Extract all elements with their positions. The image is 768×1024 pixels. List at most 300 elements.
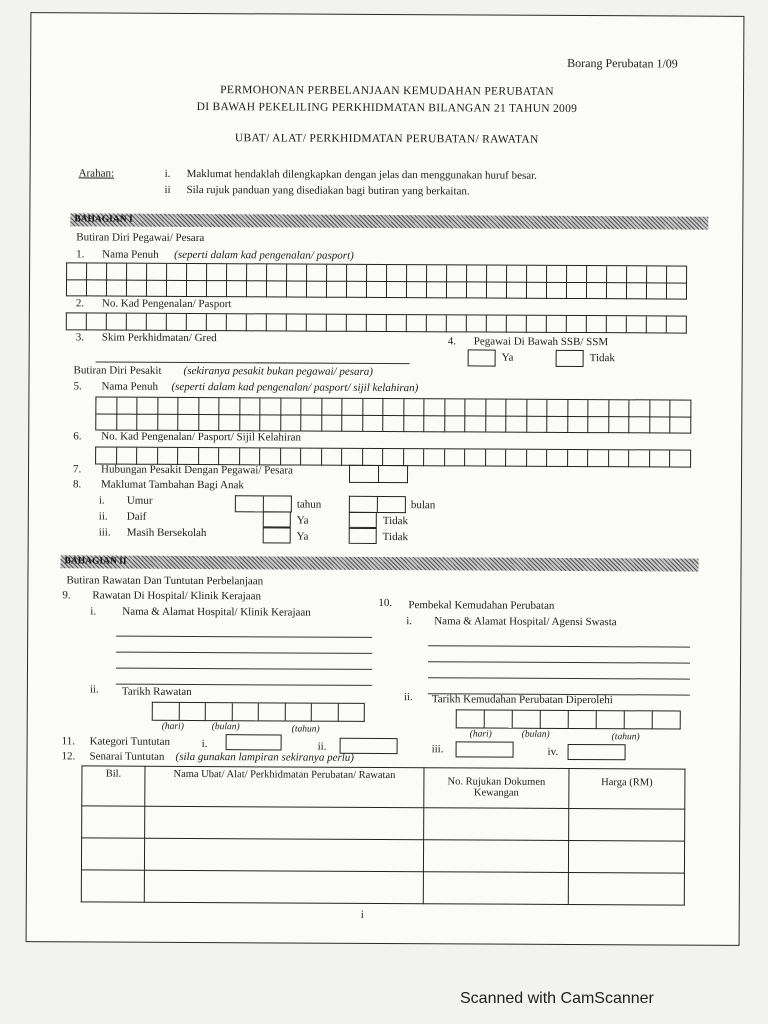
q12-number: 12. [61,750,76,763]
char-box[interactable] [568,450,589,467]
char-box[interactable] [378,497,406,513]
char-box[interactable] [307,315,327,332]
char-box[interactable] [527,266,547,283]
char-box[interactable] [647,316,667,333]
char-box[interactable] [567,282,587,299]
char-box[interactable] [206,703,233,721]
col-rujukan: No. Rujukan Dokumen Kewangan [424,768,569,809]
char-box[interactable] [427,315,447,332]
q7-relation-grid[interactable] [349,465,408,483]
char-box[interactable] [404,449,425,466]
char-box[interactable] [587,266,607,283]
q9-label: Rawatan Di Hospital/ Klinik Kerajaan [92,589,262,603]
cat-iii-label: iii. [431,743,444,756]
daif-tidak-label: Tidak [382,514,409,528]
char-box[interactable] [609,400,630,417]
table-row[interactable] [82,806,685,841]
char-box[interactable] [424,415,445,432]
char-box[interactable] [487,316,507,333]
char-box[interactable] [207,264,227,281]
char-box[interactable] [137,414,158,431]
char-box[interactable] [307,265,327,282]
char-box[interactable] [383,449,404,466]
char-box[interactable] [267,314,287,331]
q7-number: 7. [73,463,82,476]
char-box[interactable] [281,414,302,431]
table-row[interactable] [81,870,684,905]
claims-header-row [82,766,685,809]
char-box[interactable] [407,281,427,298]
char-box[interactable] [199,398,220,415]
q10-tahun: (tahun) [611,732,640,743]
char-box[interactable] [527,400,548,417]
q7-label: Hubungan Pesakit Dengan Pegawai/ Pesara [101,463,293,477]
char-box[interactable] [240,414,261,431]
char-box[interactable] [367,281,387,298]
char-box[interactable] [445,415,466,432]
daif-ya-checkbox[interactable] [263,511,291,527]
char-box[interactable] [107,280,127,297]
char-box[interactable] [301,399,322,416]
char-box[interactable] [338,704,365,722]
q12-hint: (sila gunakan lampiran sekiranya perlu) [175,750,355,764]
patient-heading: Butiran Diri Pesakit [73,364,162,377]
char-box[interactable] [322,449,343,466]
char-box[interactable] [629,400,650,417]
char-box[interactable] [107,314,127,331]
q10-date-grid[interactable] [456,709,681,729]
q8-i-number: i. [98,494,105,507]
q4-label: Pegawai Di Bawah SSB/ SSM [473,335,609,349]
char-box[interactable] [167,280,187,297]
char-box[interactable] [507,266,527,283]
q10-ii-label: Tarikh Kemudahan Perubatan Diperolehi [431,693,613,707]
sekolah-ya-label: Ya [296,530,309,543]
char-box[interactable] [227,280,247,297]
q9-address-line-3[interactable] [116,668,372,670]
char-box[interactable] [137,448,158,465]
char-box[interactable] [588,400,609,417]
char-box[interactable] [569,711,597,729]
q1-label: Nama Penuh [102,248,159,261]
q4-tidak-label: Tidak [589,352,615,365]
q2-number: 2. [75,297,85,310]
char-box[interactable] [219,398,240,415]
char-box[interactable] [527,282,547,299]
char-box[interactable] [445,399,466,416]
char-box[interactable] [506,450,527,467]
q10-address-line-3[interactable] [428,677,690,679]
umur-tahun-label: tahun [296,498,322,511]
form-title-line2: DI BAWAH PEKELILING PERKHIDMATAN BILANGAN 21 TAHUN 2009 [196,101,578,116]
q4-ya-checkbox[interactable] [468,349,496,366]
char-box[interactable] [670,400,691,417]
char-box[interactable] [342,449,363,466]
char-box[interactable] [363,399,384,416]
q6-label: No. Kad Pengenalan/ Pasport/ Sijil Kelahiran [101,430,302,444]
char-box[interactable] [486,400,507,417]
sekolah-ya-checkbox[interactable] [263,527,291,543]
char-box[interactable] [127,280,147,297]
char-box[interactable] [587,282,607,299]
q10-address-line-1[interactable] [428,645,690,647]
char-box[interactable] [117,398,138,415]
cat-iv-label: iv. [547,745,559,758]
char-box[interactable] [465,449,486,466]
char-box[interactable] [178,398,199,415]
char-box[interactable] [567,316,587,333]
char-box[interactable] [87,279,107,296]
umur-bulan-label: bulan [410,499,436,512]
q9-hari: (hari) [161,721,184,732]
q10-address-line-2[interactable] [428,661,690,663]
char-box[interactable] [219,448,240,465]
char-box[interactable] [327,281,347,298]
sekolah-tidak-checkbox[interactable] [349,528,377,544]
char-box[interactable] [650,400,671,417]
char-box[interactable] [650,450,671,467]
char-box[interactable] [387,315,407,332]
char-box[interactable] [307,281,327,298]
char-box[interactable] [96,413,117,430]
char-box[interactable] [107,264,127,281]
char-box[interactable] [387,281,407,298]
char-box[interactable] [259,703,286,721]
char-box[interactable] [232,703,259,721]
char-box[interactable] [424,399,445,416]
char-box[interactable] [260,448,281,465]
q5-number: 5. [73,380,82,393]
char-box[interactable] [465,415,486,432]
char-box[interactable] [117,448,138,465]
cat-i-box[interactable] [226,734,282,750]
char-box[interactable] [199,414,220,431]
char-box[interactable] [547,282,567,299]
char-box[interactable] [287,314,307,331]
char-box[interactable] [127,264,147,281]
char-box[interactable] [587,316,607,333]
char-box[interactable] [527,416,548,433]
char-box[interactable] [465,399,486,416]
char-box[interactable] [547,400,568,417]
char-box[interactable] [187,264,207,281]
q9-ii-label: Tarikh Rawatan [121,685,192,698]
char-box[interactable] [527,316,547,333]
char-box[interactable] [147,314,167,331]
q6-number: 6. [73,430,82,443]
char-box[interactable] [486,416,507,433]
q5-label: Nama Penuh [101,380,159,393]
char-box[interactable] [506,400,527,417]
q10-hari: (hari) [469,729,492,740]
char-box[interactable] [347,315,367,332]
char-box[interactable] [547,266,567,283]
q4-ya-label: Ya [501,351,514,364]
char-box[interactable] [424,449,445,466]
char-box[interactable] [547,416,568,433]
char-box[interactable] [158,398,179,415]
section2-banner: BAHAGIAN II [61,555,699,571]
arahan-ii-num: ii [164,183,171,196]
arahan-i-num: i. [164,167,171,180]
char-box[interactable] [527,450,548,467]
char-box[interactable] [607,266,627,283]
char-box[interactable] [247,280,267,297]
char-box[interactable] [467,265,487,282]
arahan-label: Arahan: [78,167,115,180]
char-box[interactable] [367,315,387,332]
char-box[interactable] [547,316,567,333]
q8-ii-number: ii. [98,510,108,523]
char-box[interactable] [670,416,691,433]
char-box[interactable] [247,264,267,281]
form-page [26,12,745,946]
char-box[interactable] [117,414,138,431]
char-box[interactable] [167,264,187,281]
char-box[interactable] [67,279,87,296]
char-box[interactable] [363,449,384,466]
char-box[interactable] [627,316,647,333]
char-box[interactable] [347,265,367,282]
table-row[interactable] [81,838,684,873]
char-box[interactable] [407,315,427,332]
char-box[interactable] [653,711,681,729]
char-box[interactable] [96,397,117,414]
char-box[interactable] [219,414,240,431]
q10-label: Pembekal Kemudahan Perubatan [408,599,555,612]
cat-i-label: i. [201,738,208,751]
char-box[interactable] [187,314,207,331]
char-box[interactable] [87,313,107,330]
q12-label: Senarai Tuntutan [89,750,165,763]
char-box[interactable] [506,416,527,433]
q9-address-line-1[interactable] [116,636,372,638]
char-box[interactable] [383,415,404,432]
q4-number: 4. [447,335,457,348]
char-box[interactable] [363,415,384,432]
char-box[interactable] [541,711,569,729]
q11-label: Kategori Tuntutan [89,735,171,748]
char-box[interactable] [67,263,87,280]
char-box[interactable] [342,415,363,432]
char-box[interactable] [647,282,667,299]
char-box[interactable] [267,264,287,281]
char-box[interactable] [447,281,467,298]
char-box[interactable] [281,448,302,465]
char-box[interactable] [227,314,247,331]
char-box[interactable] [137,398,158,415]
char-box[interactable] [445,449,466,466]
char-box[interactable] [247,314,267,331]
char-box[interactable] [507,316,527,333]
char-box[interactable] [207,314,227,331]
char-box[interactable] [367,265,387,282]
q4-tidak-checkbox[interactable] [556,350,584,367]
section1-banner: BAHAGIAN I [70,213,708,229]
char-box[interactable] [322,415,343,432]
char-box[interactable] [568,416,589,433]
char-box[interactable] [158,448,179,465]
char-box[interactable] [447,265,467,282]
char-box[interactable] [227,264,247,281]
char-box[interactable] [240,448,261,465]
char-box[interactable] [667,282,687,299]
q9-tahun: (tahun) [291,724,320,735]
q5-hint: (seperti dalam kad pengenalan/ pasport/ sijil kelahiran) [171,380,419,395]
char-box[interactable] [404,415,425,432]
col-bil: Bil. [82,766,145,806]
char-box[interactable] [301,449,322,466]
char-box[interactable] [607,282,627,299]
char-box[interactable] [486,450,507,467]
char-box[interactable] [487,266,507,283]
q9-bulan: (bulan) [211,722,240,733]
char-box[interactable] [199,448,220,465]
char-box[interactable] [427,265,447,282]
char-box[interactable] [327,315,347,332]
char-box[interactable] [647,266,667,283]
q9-date-grid[interactable] [152,702,365,722]
char-box[interactable] [207,280,227,297]
form-subtitle: UBAT/ ALAT/ PERKHIDMATAN PERUBATAN/ RAWATAN [234,132,539,146]
q8-sekolah-label: Masih Bersekolah [126,526,207,540]
char-box[interactable] [629,450,650,467]
char-box[interactable] [407,265,427,282]
q9-address-line-2[interactable] [116,652,372,654]
char-box[interactable] [322,399,343,416]
char-box[interactable] [383,399,404,416]
char-box[interactable] [609,416,630,433]
char-box[interactable] [625,711,653,729]
char-box[interactable] [179,703,206,721]
daif-ya-label: Ya [296,514,309,527]
char-box[interactable] [350,497,378,513]
char-box[interactable] [667,316,687,333]
q1-name-grid-row2[interactable] [66,279,687,299]
char-box[interactable] [147,280,167,297]
char-box[interactable] [67,313,87,330]
char-box[interactable] [447,315,467,332]
char-box[interactable] [96,447,117,464]
char-box[interactable] [264,496,292,512]
col-harga: Harga (RM) [569,768,685,809]
q11-number: 11. [61,735,75,748]
char-box[interactable] [588,416,609,433]
char-box[interactable] [650,416,671,433]
q8-iii-number: iii. [98,526,111,539]
char-box[interactable] [607,316,627,333]
char-box[interactable] [547,450,568,467]
char-box[interactable] [267,280,287,297]
char-box[interactable] [178,414,199,431]
cat-ii-label: ii. [317,740,327,753]
char-box[interactable] [507,282,527,299]
cat-iv-box[interactable] [568,744,626,760]
claims-table [81,765,686,905]
scanner-watermark: Scanned with CamScanner [460,990,654,1007]
patient-heading-hint: (sekiranya pesakit bukan pegawai/ pesara) [183,364,373,378]
char-box[interactable] [467,281,487,298]
char-box[interactable] [260,398,281,415]
char-box[interactable] [568,400,589,417]
char-box[interactable] [629,416,650,433]
char-box[interactable] [167,314,187,331]
char-box[interactable] [588,450,609,467]
q9-i-label: Nama & Alamat Hospital/ Klinik Kerajaan [122,605,311,619]
char-box[interactable] [260,414,281,431]
char-box[interactable] [609,450,630,467]
umur-tahun-grid[interactable] [235,495,292,512]
char-box[interactable] [301,415,322,432]
daif-tidak-checkbox[interactable] [349,512,377,528]
char-box[interactable] [627,282,647,299]
char-box[interactable] [379,466,408,483]
form-title-line1: PERMOHONAN PERBELANJAAN KEMUDAHAN PERUBATAN [220,84,554,98]
char-box[interactable] [670,450,691,467]
char-box[interactable] [158,414,179,431]
char-box[interactable] [240,398,261,415]
q3-label: Skim Perkhidmatan/ Gred [101,331,217,345]
q8-number: 8. [72,478,82,491]
q9-i-number: i. [90,605,97,618]
char-box[interactable] [347,281,367,298]
char-box[interactable] [312,704,339,722]
q1-hint: (seperti dalam kad pengenalan/ pasport) [174,248,354,262]
char-box[interactable] [178,448,199,465]
char-box[interactable] [127,314,147,331]
char-box[interactable] [287,280,307,297]
col-nama: Nama Ubat/ Alat/ Perkhidmatan Perubatan/ Rawatan [145,766,424,807]
q10-ii-number: ii. [403,691,413,704]
char-box[interactable] [281,398,302,415]
char-box[interactable] [87,263,107,280]
cat-iii-box[interactable] [456,741,514,757]
char-box[interactable] [485,711,513,729]
char-box[interactable] [567,266,587,283]
char-box[interactable] [457,710,485,728]
form-code: Borang Perubatan 1/09 [567,55,678,71]
q10-i-label: Nama & Alamat Hospital/ Agensi Swasta [434,615,617,629]
char-box[interactable] [342,399,363,416]
q10-i-number: i. [406,615,413,628]
char-box[interactable] [287,264,307,281]
char-box[interactable] [327,265,347,282]
sekolah-tidak-label: Tidak [382,530,409,544]
char-box[interactable] [597,711,625,729]
char-box[interactable] [187,280,207,297]
char-box[interactable] [513,711,541,729]
char-box[interactable] [667,266,687,283]
char-box[interactable] [387,265,407,282]
q2-ic-grid[interactable] [66,312,687,333]
char-box[interactable] [350,466,379,483]
char-box[interactable] [487,282,507,299]
char-box[interactable] [236,496,264,512]
q10-number: 10. [378,596,393,610]
q9-ii-number: ii. [89,683,99,696]
char-box[interactable] [285,703,312,721]
char-box[interactable] [427,281,447,298]
umur-bulan-grid[interactable] [349,496,406,513]
char-box[interactable] [404,399,425,416]
char-box[interactable] [627,266,647,283]
section1-heading: Butiran Diri Pegawai/ Pesara [76,231,205,245]
q3-line[interactable] [96,361,410,364]
char-box[interactable] [467,315,487,332]
char-box[interactable] [153,703,180,721]
char-box[interactable] [147,264,167,281]
q8-umur-label: Umur [126,494,153,507]
